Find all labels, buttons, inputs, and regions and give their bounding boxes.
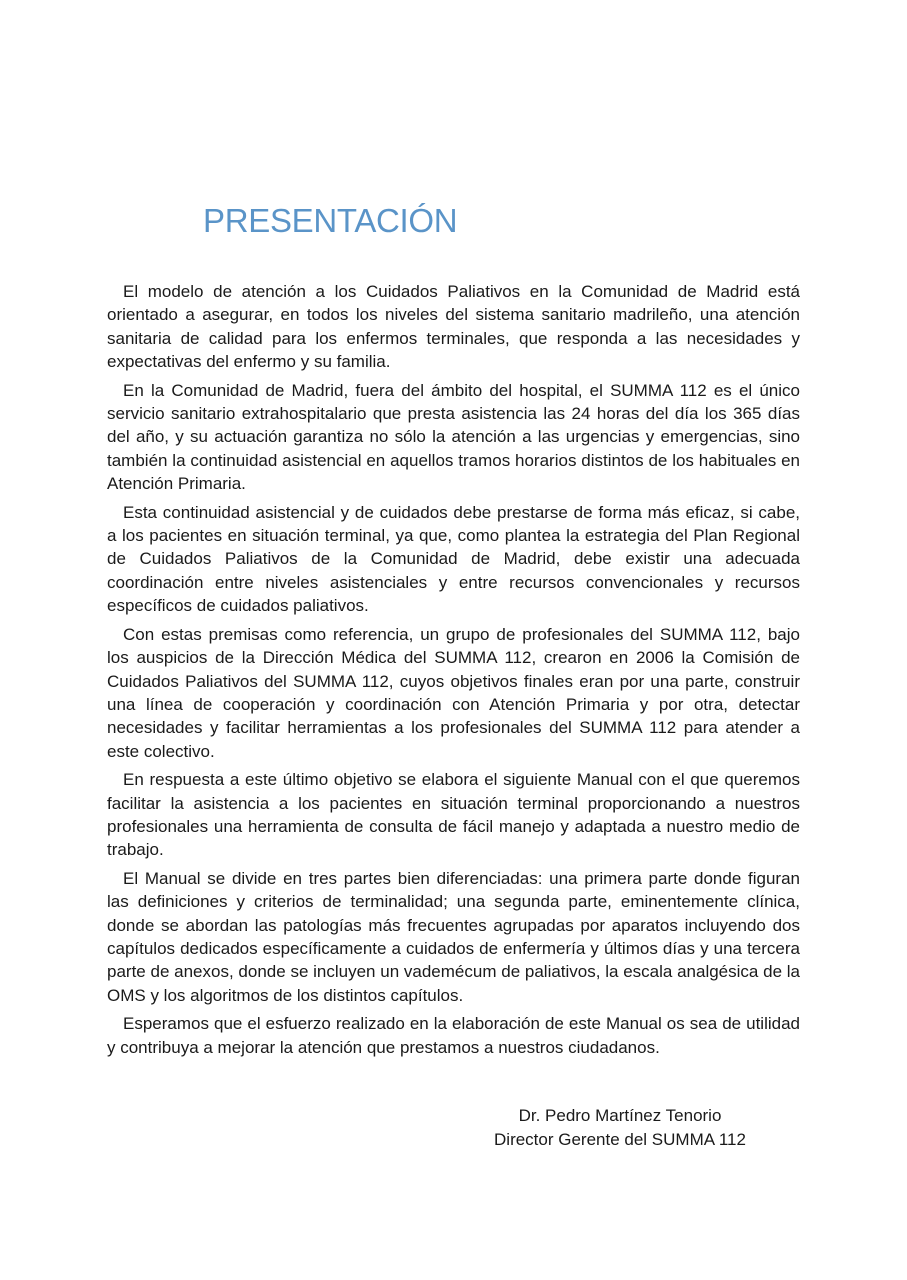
paragraph: El modelo de atención a los Cuidados Paliativos en la Comunidad de Madrid está orientado a asegurar, en todos los niveles del sistema sanitario madrileño, una atención sanitaria de calidad para los enfermos terminales, que responda a las necesidades y expectativas del enfermo y su familia.	[107, 282, 800, 372]
signature-role: Director Gerente del SUMMA 112	[494, 1130, 746, 1149]
body-text	[107, 280, 800, 1064]
paragraph: Esta continuidad asistencial y de cuidados debe prestarse de forma más eficaz, si cabe, a los pacientes en situación terminal, ya que, como plantea la estrategia del Plan Regional de Cuidados Paliativos de la Comunidad de Madrid, debe existir una adecuada coordinación entre niveles asistenciales y entre recursos convencionales y recursos específicos de cuidados paliativos.	[107, 502, 800, 616]
paragraph: El Manual se divide en tres partes bien diferenciadas: una primera parte donde figuran las definiciones y criterios de terminalidad; una segunda parte, eminentemente clínica, donde se abordan las patologías más frecuentes agrupadas por aparatos incluyendo dos capítulos dedicados específicamente a cuidados de enfermería y últimos días y una tercera parte de anexos, donde se incluyen un vademécum de paliativos, la escala analgésica de la OMS y los algoritmos de los distintos capítulos.	[107, 868, 800, 1005]
page-title: PRESENTACIÓN	[203, 202, 458, 239]
paragraph: Con estas premisas como referencia, un grupo de profesionales del SUMMA 112, bajo los auspicios de la Dirección Médica del SUMMA 112, crearon en 2006 la Comisión de Cuidados Paliativos del SUMMA 112, cuyos objetivos finales eran por una parte, construir una línea de cooperación y coordinación con Atención Primaria y por otra, detectar necesidades y facilitar herramientas a los profesionales del SUMMA 112 para atender a este colectivo.	[107, 624, 800, 761]
paragraph: Esperamos que el esfuerzo realizado en la elaboración de este Manual os sea de utilidad y contribuya a mejorar la atención que prestamos a nuestros ciudadanos.	[107, 1014, 800, 1057]
paragraph: En respuesta a este último objetivo se elabora el siguiente Manual con el que queremos facilitar la asistencia a los pacientes en situación terminal proporcionando a nuestros profesionales una herramienta de consulta de fácil manejo y adaptada a nuestro medio de trabajo.	[107, 770, 800, 860]
signature-name: Dr. Pedro Martínez Tenorio	[518, 1106, 722, 1125]
signature-block	[470, 1104, 770, 1152]
paragraph: En la Comunidad de Madrid, fuera del ámbito del hospital, el SUMMA 112 es el único servicio sanitario extrahospitalario que presta asistencia las 24 horas del día los 365 días del año, y su actuación garantiza no sólo la atención a las urgencias y emergencias, sino también la continuidad asistencial en aquellos tramos horarios distintos de los habituales en Atención Primaria.	[107, 380, 800, 494]
